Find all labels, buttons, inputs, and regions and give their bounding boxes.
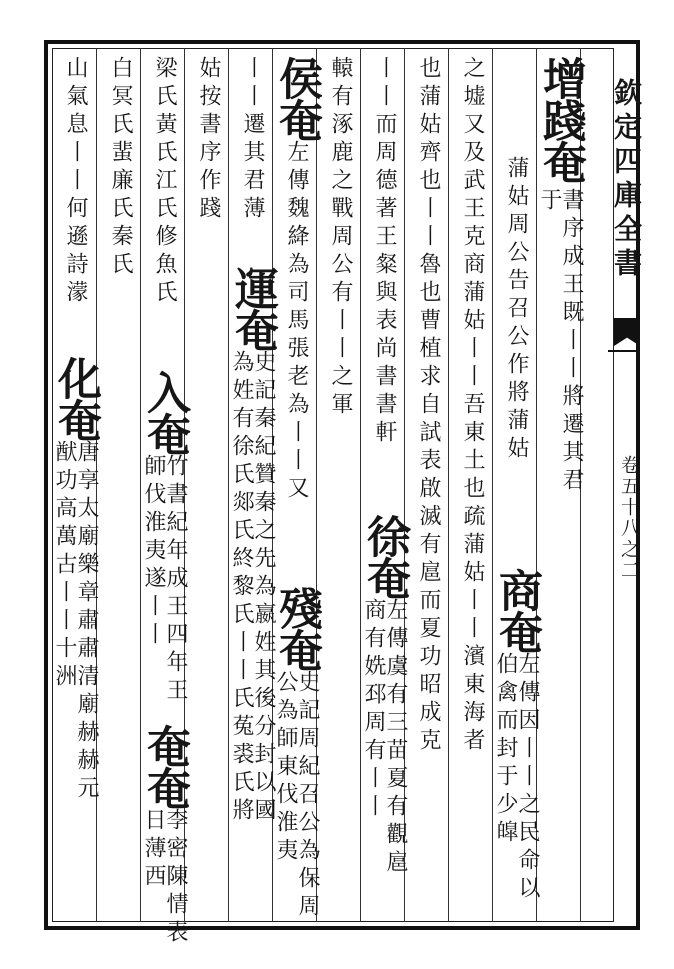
entry-head-ru-yan: 入奄	[139, 370, 190, 454]
entry-text: 轅有涿鹿之戰周公有丨丨之軍	[328, 56, 353, 420]
entry-text: 左傳因丨丨之民命以伯禽而封于少皡	[493, 652, 540, 904]
entry-text: 竹書紀年成王四年王師伐淮夷遂丨丨	[141, 454, 188, 706]
entry-text: 丨丨遷其君薄	[240, 56, 265, 224]
entry-head-yan-yan: 奄奄	[139, 724, 190, 808]
entry-text: 書序成王既丨丨將遷其君于	[537, 188, 584, 496]
entry-text: 丨丨而周德著王粲與表尚書書軒	[372, 56, 397, 448]
column-12	[50, 56, 101, 810]
column-9	[186, 56, 230, 246]
entry-text: 也蒲姑齊也丨丨魯也曹植求自試表啟滅有扈而夏功昭成克	[416, 56, 441, 756]
column-3	[450, 56, 494, 916]
column-2	[491, 56, 542, 922]
entry-head-can-yan: 殘奄	[271, 586, 322, 670]
book-title: 欽定四庫全書	[610, 78, 643, 282]
entry-head-hua-yan: 化奄	[50, 356, 101, 440]
column-6	[318, 56, 362, 426]
entry-head-hou-yan: 侯奄	[271, 56, 322, 140]
column-1	[535, 56, 586, 518]
entry-text: 史記周紀召公為保周公為師東伐淮夷	[273, 670, 320, 922]
entry-head: 增踐奄	[535, 56, 586, 182]
column-4	[406, 56, 450, 916]
entry-text: 白冥氏蜚廉氏秦氏	[108, 56, 133, 280]
entry-head-yun-yan: 運奄	[227, 266, 278, 350]
entry-text: 李密陳情表日薄西	[141, 808, 188, 948]
entry-head-xu-yan: 徐奄	[359, 514, 410, 598]
entry-text: 左傳虞有三苗夏有觀扈商有姺邳周有丨丨	[361, 598, 408, 878]
entry-text: 蒲姑周公告召公作將蒲姑	[504, 156, 529, 464]
margin-rule	[608, 350, 640, 352]
entry-text: 史記秦紀贊秦之先為嬴姓其後分封以國為姓有徐氏郯氏終黎氏丨丨氏菟裘氏將	[229, 350, 276, 826]
column-8	[227, 56, 278, 850]
column-7	[271, 56, 322, 930]
entry-text: 山氣息丨丨何遜詩濛	[63, 56, 88, 308]
entry-text: 梁氏黃氏江氏修魚氏	[152, 56, 177, 308]
column-10	[139, 56, 190, 968]
entry-text: 之墟又及武王克商蒲姑丨丨吾東土也疏蒲姑丨丨濱東海者	[460, 56, 485, 756]
juan-label: 卷五十八之二	[618, 455, 640, 581]
entry-text: 姑按書序作踐	[196, 56, 221, 224]
entry-text: 左傳魏絳為司馬張老為丨丨又	[284, 140, 309, 504]
entry-text: 唐享太廟樂章肅肅清廟赫赫元猷功高萬古丨丨十洲	[52, 440, 99, 804]
column-5	[359, 56, 410, 898]
entry-head-shang-yan: 商奄	[491, 568, 542, 652]
column-11	[98, 56, 142, 336]
